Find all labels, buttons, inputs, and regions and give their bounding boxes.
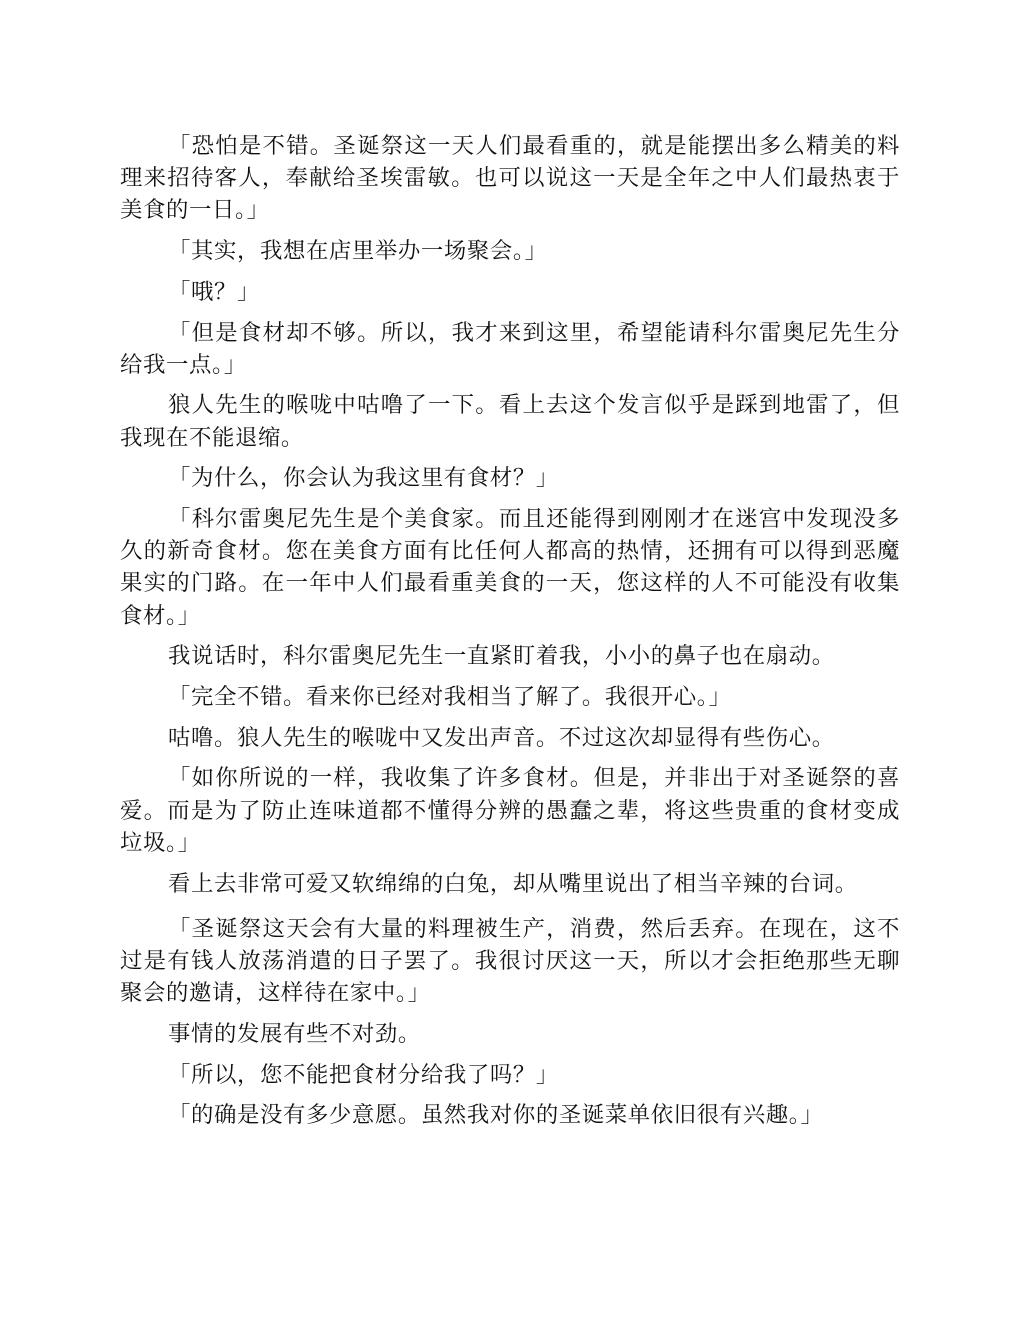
paragraph: 「如你所说的一样，我收集了许多食材。但是，并非出于对圣诞祭的喜爱。而是为了防止连味道都不懂得分辨的愚蠢之辈，将这些贵重的食材变成垃圾。」 [120,765,900,856]
paragraph: 看上去非常可爱又软绵绵的白兔，却从嘴里说出了相当辛辣的台词。 [168,870,858,897]
paragraph: 「圣诞祭这天会有大量的料理被生产，消费，然后丢弃。在现在，这不过是有钱人放荡消遣的日子罢了。我很讨厌这一天，所以才会拒绝那些无聊聚会的邀请，这样待在家中。」 [120,915,900,1007]
paragraph: 事情的发展有些不对劲。 [168,1020,421,1047]
paragraph: 「但是食材却不够。所以，我才来到这里，希望能请科尔雷奥尼先生分给我一点。」 [120,319,900,378]
paragraph: 「完全不错。看来你已经对我相当了解了。我很开心。」 [168,684,732,711]
paragraph: 「恐怕是不错。圣诞祭这一天人们最看重的，就是能摆出多么精美的料理来招待客人，奉献给圣埃雷敏。也可以说这一天是全年之中人们最热衷于美食的一日。」 [120,133,900,224]
paragraph: 「科尔雷奥尼先生是个美食家。而且还能得到刚刚才在迷宫中发现没多久的新奇食材。您在美食方面有比任何人都高的热情，还拥有可以得到恶魔果实的门路。在一年中人们最看重美食的一天，您这样的人不可能没有收集食材。」 [120,506,900,629]
paragraph: 「其实，我想在店里举办一场聚会。」 [168,238,548,265]
paragraph: 「为什么，你会认为我这里有食材？」 [168,465,559,492]
paragraph: 我说话时，科尔雷奥尼先生一直紧盯着我，小小的鼻子也在扇动。 [168,643,835,670]
paragraph: 「所以，您不能把食材分给我了吗？」 [168,1061,559,1088]
document-page [120,130,900,1140]
paragraph: 咕噜。狼人先生的喉咙中又发出声音。不过这次却显得有些伤心。 [168,724,835,751]
paragraph: 狼人先生的喉咙中咕噜了一下。看上去这个发言似乎是踩到地雷了，但我现在不能退缩。 [120,392,900,451]
paragraph: 「的确是没有多少意愿。虽然我对你的圣诞菜单依旧很有兴趣。」 [168,1102,824,1129]
paragraph: 「哦？」 [168,278,260,305]
